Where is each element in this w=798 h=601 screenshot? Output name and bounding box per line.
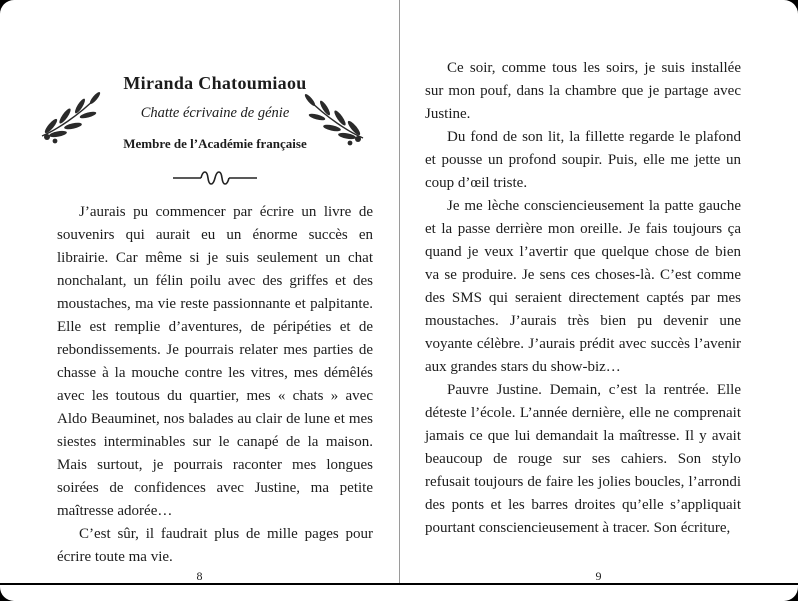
bottom-edge-rule (0, 583, 798, 585)
right-page-number: 9 (595, 569, 602, 583)
left-page-text (57, 201, 373, 569)
book-title: Miranda Chatoumiaou (123, 73, 307, 93)
right-page (399, 0, 798, 601)
paragraph: Ce soir, comme tous les soirs, je suis installée sur mon pouf, dans la chambre que je partage avec Justine. (425, 60, 741, 122)
squiggle-ornament-icon (57, 169, 373, 187)
olive-branch-right-icon (303, 92, 367, 148)
paragraph: Pauvre Justine. Demain, c’est la rentrée. Elle déteste l’école. L’année dernière, elle ne comprenait jamais ce que lui demandait la maîtresse. Il y avait beaucoup de rouge sur ses cahiers. Son stylo refusait toujours de faire les jolies boucles, l’arrondi des ponts et les barres droites qu’elle s’appliquait pourtant consciencieusement à tracer. Son écriture, (425, 382, 741, 536)
book-affiliation: Membre de l’Académie française (123, 136, 307, 151)
left-page-number: 8 (196, 569, 203, 583)
paragraph: Je me lèche consciencieusement la patte gauche et la passe derrière mon oreille. Je fais toujours ça quand je veux l’avertir que quelque chose de bien va se produire. Je sens ces choses-là. C’est comme des SMS qui seraient directement captés par mes moustaches. J’aurais très bien pu devenir une voyante célèbre. J’aurais prédit avec succès l’avenir aux grandes stars du show-biz… (425, 198, 741, 375)
book-subtitle: Chatte écrivaine de génie (140, 105, 290, 121)
paragraph: J’aurais pu commencer par écrire un livre de souvenirs qui aurait eu un énorme succès en librairie. Car même si je suis seulement un chat nonchalant, un félin poilu avec des griffes et des moustaches, ma vie reste passionnante et palpitante. Elle est remplie d’aventures, de péripéties et de rebondissements. Je pourrais relater mes parties de chasse à la mouche contre les vitres, mes démêlés avec les toutous du quartier, mes « chats » avec Aldo Beauminet, nos balades au clair de lune et mes siestes interminables sur le canapé de la maison. Mais surtout, je pourrais raconter mes longues soirées de confidences avec Justine, ma petite maîtresse adorée… (57, 204, 373, 519)
paragraph: Du fond de son lit, la fillette regarde le plafond et pousse un profond soupir. Puis, elle me jette un coup d’œil triste. (425, 129, 741, 191)
olive-branch-left-icon (38, 90, 102, 146)
chapter-header (57, 0, 373, 187)
paragraph: C’est sûr, il faudrait plus de mille pages pour écrire toute ma vie. (57, 526, 373, 565)
page-gutter-divider (399, 0, 400, 583)
right-page-text (425, 0, 741, 540)
